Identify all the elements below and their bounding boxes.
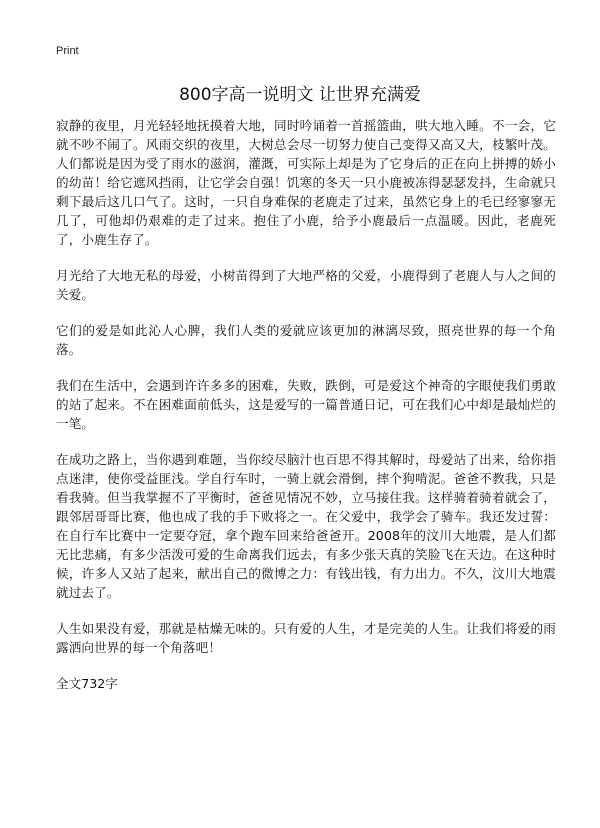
article-paragraph: 它们的爱是如此沁人心脾，我们人类的爱就应该更加的淋漓尽致，照亮世界的每一个角落。 xyxy=(56,323,556,357)
article-paragraph: 人生如果没有爱，那就是枯燥无味的。只有爱的人生，才是完美的人生。让我们将爱的雨露洒向世界的每一个角落吧！ xyxy=(56,621,556,655)
article-paragraph: 月光给了大地无私的母爱，小树苗得到了大地严格的父爱，小鹿得到了老鹿人与人之间的关爱。 xyxy=(56,268,556,302)
article-paragraph: 寂静的夜里，月光轻轻地抚摸着大地，同时吟诵着一首摇篮曲，哄大地入睡。不一会，它就不吵不闹了。风雨交织的夜里，大树总会尽一切努力使自己变得又高又大，枝繁叶茂。人们都说是因为受了雨水的滋润，灌溉，可实际上却是为了它身后的正在向上拼搏的娇小的幼苗！给它遮风挡雨，让它学会自强！饥寒的冬天一只小鹿被冻得瑟瑟发抖，生命就只剩下最后这几口气了。这时，一只自身难保的老鹿走了过来，虽然它身上的毛已经寥寥无几了，可他却仍艰难的走了过来。抱住了小鹿，给予小鹿最后一点温暖。因此，老鹿死了，小鹿生存了。 xyxy=(56,118,556,247)
print-link[interactable]: Print xyxy=(56,45,79,57)
article-paragraph: 我们在生活中，会遇到许许多多的困难，失败，跌倒，可是爱这个神奇的字眼使我们勇敢的站了起来。不在困难面前低头，这是爱写的一篇普通日记，可在我们心中却是最灿烂的一笔。 xyxy=(56,378,556,431)
article-paragraph: 在成功之路上，当你遇到难题，当你绞尽脑汁也百思不得其解时，母爱站了出来，给你指点迷津，使你受益匪浅。学自行车时，一骑上就会滑倒，摔个狗啃泥。爸爸不教我，只是看我骑。但当我掌握不了平衡时，爸爸见情况不妙，立马接住我。这样骑着骑着就会了，跟邻居哥哥比赛，他也成了我的手下败将之一。在父爱中，我学会了骑车。我还发过誓：在自行车比赛中一定要夺冠，拿个跑车回来给爸爸开。2008年的汶川大地震，是人们都无比悲痛，有多少活泼可爱的生命离我们远去，有多少张天真的笑脸飞在天边。在这种时候，许多人又站了起来，献出自己的微博之力：有钱出钱，有力出力。不久，汶川大地震就过去了。 xyxy=(56,452,556,600)
article-body xyxy=(56,116,556,693)
word-count: 全文732字 xyxy=(56,676,118,691)
article-title: 800字高一说明文 让世界充满爱 xyxy=(179,85,421,105)
